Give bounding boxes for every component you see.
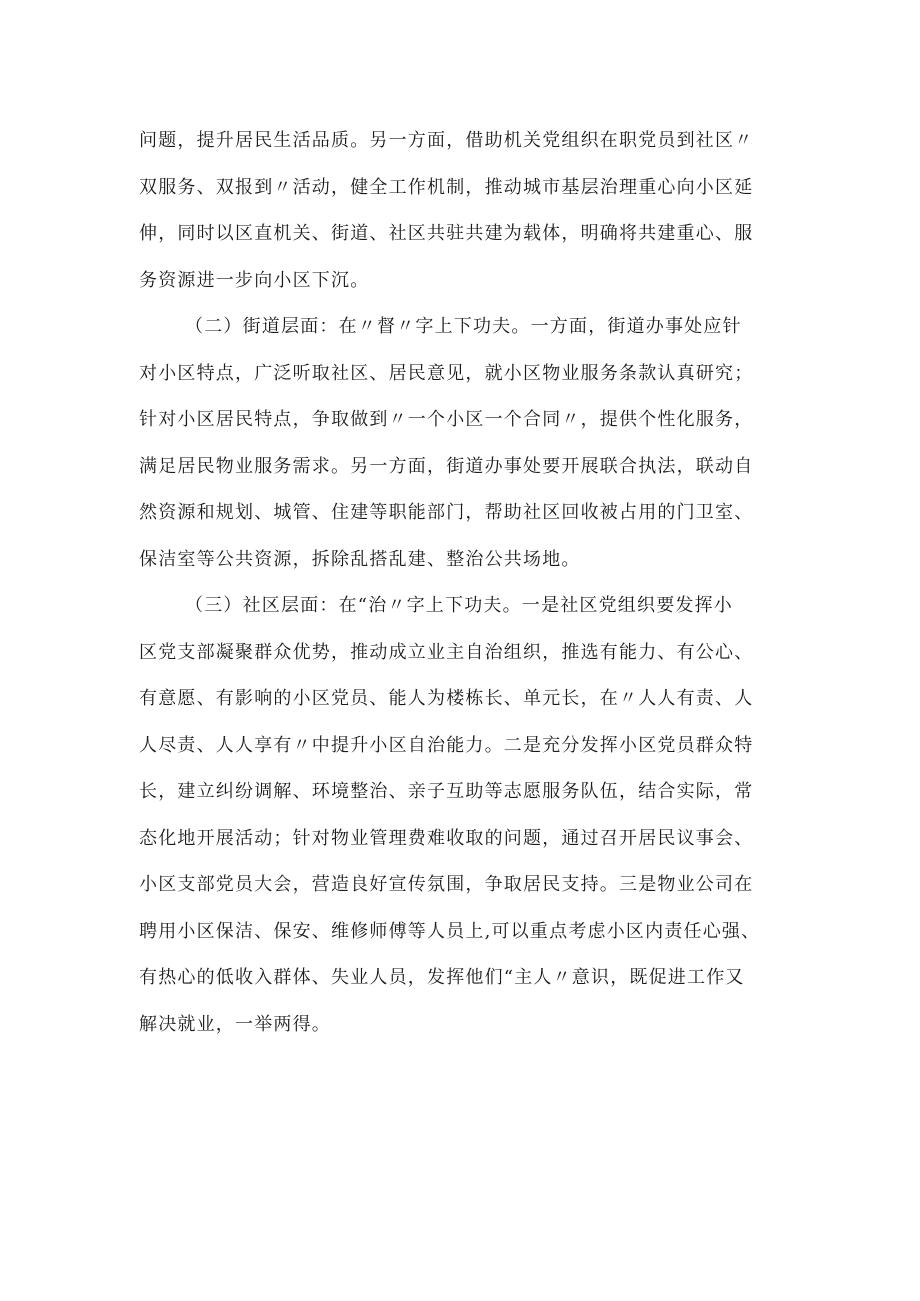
- text-line: 问题，提升居民生活品质。另一方面，借助机关党组织在职党员到社区〃: [139, 130, 754, 151]
- text-line: 针对小区居民特点，争取做到〃一个小区一个合同〃，提供个性化服务，: [139, 409, 754, 430]
- paragraph-heading-line: （二）街道层面：在〃督〃字上下功夫。一方面，街道办事处应针: [185, 316, 742, 337]
- text-line: 有意愿、有影响的小区党员、能人为楼栋长、单元长，在〃人人有责、人: [139, 688, 754, 709]
- text-line: 聘用小区保洁、保安、维修师傅等人员上,可以重点考虑小区内责任心强、: [139, 920, 761, 942]
- paragraph-street-level: [139, 304, 779, 583]
- text-line: 双服务、双报到〃活动，健全工作机制，推动城市基层治理重心向小区延: [139, 176, 754, 198]
- document-body: [139, 118, 779, 1048]
- text-line: 保洁室等公共资源，拆除乱搭乱建、整治公共场地。: [139, 548, 581, 570]
- text-line: 伸，同时以区直机关、街道、社区共驻共建为载体，明确将共建重心、服: [139, 223, 754, 244]
- text-line: 有热心的低收入群体、失业人员，发挥他们“主人〃意识，既促进工作又: [139, 967, 745, 988]
- text-line: 长，建立纠纷调解、环境整治、亲子互助等志愿服务队伍，结合实际，常: [139, 781, 754, 802]
- text-line: 然资源和规划、城管、住建等职能部门，帮助社区回收被占用的门卫室、: [139, 502, 754, 523]
- text-line: 对小区特点，广泛听取社区、居民意见，就小区物业服务条款认真研究；: [139, 362, 754, 384]
- text-line: 务资源进一步向小区下沉。: [139, 269, 370, 291]
- text-line: 解决就业，一举两得。: [139, 1013, 331, 1035]
- paragraph-community-level: [139, 583, 779, 1048]
- text-line: 满足居民物业服务需求。另一方面，街道办事处要开展联合执法，联动自: [139, 455, 754, 477]
- text-line: 区党支部凝聚群众优势，推动成立业主自治组织，推选有能力、有公心、: [139, 641, 754, 663]
- paragraph-heading-line: （三）社区层面：在“治〃字上下功夫。一是社区党组织要发挥小: [185, 595, 733, 616]
- paragraph-continuation: [139, 118, 779, 304]
- text-line: 小区支部党员大会，营造良好宣传氛围，争取居民支持。三是物业公司在: [139, 874, 754, 895]
- text-line: 人尽责、人人享有〃中提升小区自治能力。二是充分发挥小区党员群众特: [139, 734, 754, 756]
- text-line: 态化地开展活动；针对物业管理费难收取的问题，通过召开居民议事会、: [139, 827, 754, 849]
